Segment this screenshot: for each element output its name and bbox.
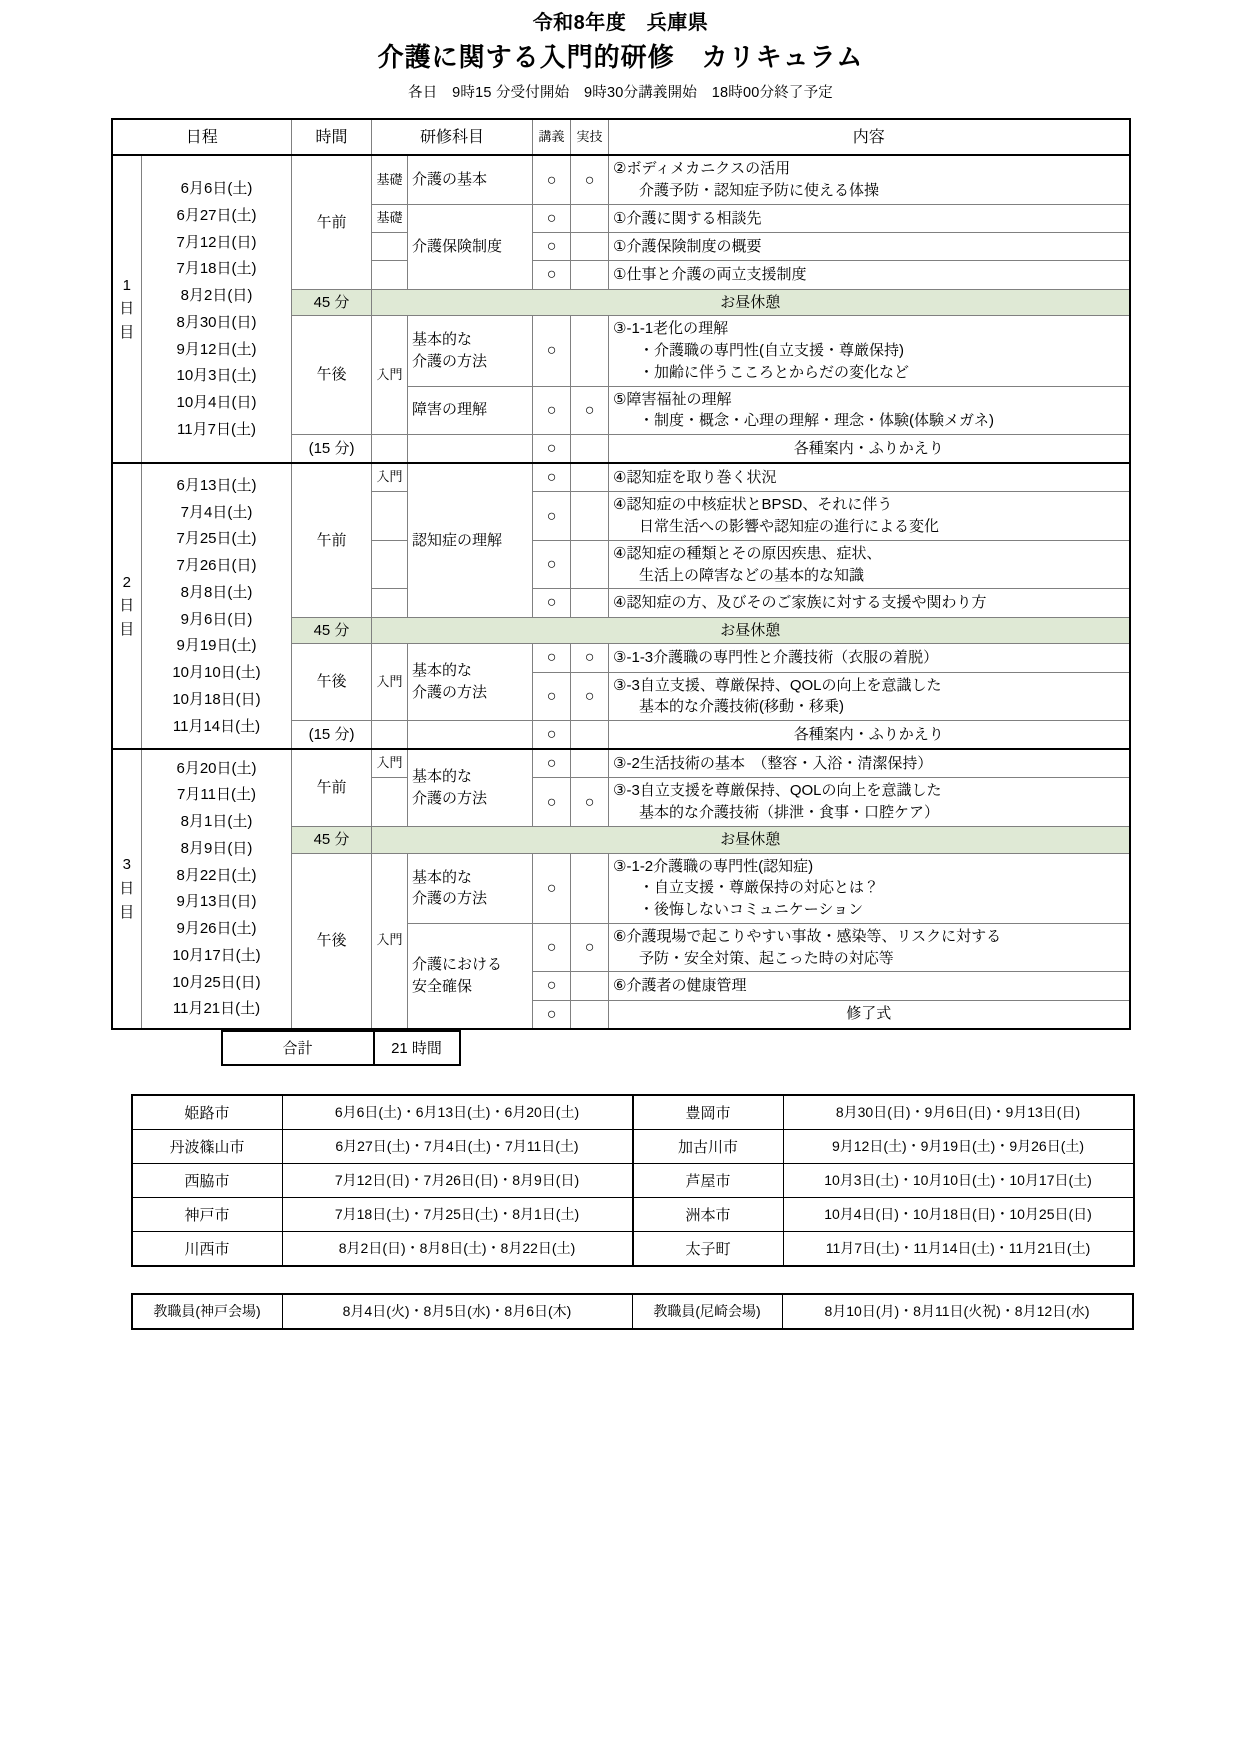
date-item: 11月14日(土) <box>172 717 261 735</box>
content-cell <box>609 1000 1130 1029</box>
day-number-char: 日 <box>119 880 135 898</box>
lecture-mark-cell: ○ <box>533 435 571 464</box>
subject-line: 障害の理解 <box>412 401 488 419</box>
level-cell: 入門 <box>372 644 408 721</box>
level-cell: 入門 <box>372 463 408 492</box>
subject-line: 介護の方法 <box>412 890 488 908</box>
header-lecture: 講義 <box>533 119 571 155</box>
practice-mark-cell: ○ <box>571 923 609 972</box>
lunch-duration-cell: 45 分 <box>292 617 372 644</box>
date-item: 6月6日(土) <box>180 180 253 198</box>
subject-cell <box>408 204 533 289</box>
time-cell-morning: 午前 <box>292 749 372 826</box>
wrapup-duration-cell: (15 分) <box>292 435 372 464</box>
practice-mark-cell <box>571 316 609 386</box>
wrapup-duration-cell: (15 分) <box>292 721 372 750</box>
content-line: ③-2生活技術の基本 （整容・入浴・清潔保持） <box>613 754 933 772</box>
content-line: 修了式 <box>846 1005 892 1023</box>
venue-dates-left: 8月2日(日)・8月8日(土)・8月22日(土) <box>282 1231 633 1266</box>
level-cell <box>372 721 408 750</box>
content-cell <box>609 492 1130 541</box>
date-item: 9月12日(土) <box>176 340 257 358</box>
practice-mark-cell <box>571 721 609 750</box>
date-item: 8月8日(土) <box>180 583 253 601</box>
content-cell <box>609 778 1130 827</box>
content-cell <box>609 204 1130 232</box>
date-item: 11月7日(土) <box>177 420 256 438</box>
subject-cell <box>408 923 533 1028</box>
teacher-venue-city-right: 教職員(尼崎会場) <box>632 1294 782 1329</box>
date-item: 11月21日(土) <box>172 1000 261 1018</box>
content-line: ④認知症の中核症状とBPSD、それに伴う <box>613 496 893 514</box>
content-line: 予防・安全対策、起こった時の対応等 <box>639 949 894 967</box>
content-line: 介護予防・認知症予防に使える体操 <box>639 182 880 200</box>
dates-cell <box>142 749 292 1029</box>
total-hours-table <box>221 1030 461 1066</box>
content-cell <box>609 233 1130 261</box>
venue-city-left: 神戸市 <box>132 1197 283 1231</box>
date-item: 8月1日(土) <box>180 813 253 831</box>
content-line: ③-1-3介護職の専門性と介護技術（衣服の着脱） <box>613 649 939 667</box>
content-line: ③-1-2介護職の専門性(認知症) <box>613 857 814 875</box>
date-item: 7月4日(土) <box>180 503 253 521</box>
header-subject: 研修科目 <box>372 119 533 155</box>
lunch-duration-cell: 45 分 <box>292 289 372 316</box>
subject-cell <box>408 155 533 204</box>
date-item: 9月19日(土) <box>176 637 257 655</box>
content-cell <box>609 972 1130 1000</box>
content-cell <box>609 672 1130 721</box>
curriculum-table <box>111 118 1131 1029</box>
venue-dates-left: 6月27日(土)・7月4日(土)・7月11日(土) <box>282 1129 633 1163</box>
subject-line: 認知症の理解 <box>412 531 503 549</box>
day-number-stack <box>117 275 138 344</box>
header-schedule: 日程 <box>112 119 292 155</box>
lecture-mark-cell: ○ <box>533 672 571 721</box>
content-cell <box>609 853 1130 923</box>
dates-cell <box>142 463 292 749</box>
lecture-mark-cell: ○ <box>533 721 571 750</box>
practice-mark-cell <box>571 204 609 232</box>
venue-dates-right: 9月12日(土)・9月19日(土)・9月26日(土) <box>783 1129 1134 1163</box>
day-number-char: 3 <box>122 856 131 874</box>
lunch-label-cell: お昼休憩 <box>372 826 1130 853</box>
subject-cell <box>408 463 533 617</box>
content-cell <box>609 316 1130 386</box>
teacher-venue-row <box>132 1294 1133 1329</box>
total-row <box>222 1031 460 1065</box>
dates-stack <box>146 174 287 445</box>
date-item: 8月22日(土) <box>176 866 257 884</box>
subject-cell <box>408 721 533 750</box>
venue-city-right: 豊岡市 <box>633 1095 784 1130</box>
content-line: ⑤障害福祉の理解 <box>613 390 732 408</box>
practice-mark-cell <box>571 540 609 589</box>
venue-city-right: 芦屋市 <box>633 1163 784 1197</box>
content-cell <box>609 644 1130 672</box>
content-line: ・介護職の専門性(自立支援・尊厳保持) <box>639 342 905 359</box>
content-line: 基本的な介護技術（排泄・食事・口腔ケア） <box>639 804 940 822</box>
venue-row <box>132 1163 1134 1197</box>
total-label: 合計 <box>222 1031 374 1065</box>
subject-line: 介護の方法 <box>412 352 488 370</box>
content-line: 各種案内・ふりかえり <box>793 725 944 743</box>
lecture-mark-cell: ○ <box>533 749 571 778</box>
content-line: ③-3自立支援を尊厳保持、QOLの向上を意識した <box>613 782 942 800</box>
day-number-char: 目 <box>119 324 135 342</box>
level-cell <box>372 589 408 617</box>
venue-dates-right: 10月4日(日)・10月18日(日)・10月25日(日) <box>783 1197 1134 1231</box>
practice-mark-cell: ○ <box>571 778 609 827</box>
practice-mark-cell <box>571 463 609 492</box>
time-cell-morning: 午前 <box>292 155 372 289</box>
venue-city-left: 丹波篠山市 <box>132 1129 283 1163</box>
venue-dates-left: 6月6日(土)・6月13日(土)・6月20日(土) <box>282 1095 633 1130</box>
practice-mark-cell <box>571 749 609 778</box>
subject-cell <box>408 435 533 464</box>
day-number-char: 目 <box>119 621 135 639</box>
fiscal-year-prefecture: 令和8年度 兵庫県 <box>532 12 709 34</box>
lecture-mark-cell: ○ <box>533 204 571 232</box>
content-line: 日常生活への影響や認知症の進行による変化 <box>639 518 940 536</box>
level-cell <box>372 540 408 589</box>
lecture-mark-cell: ○ <box>533 233 571 261</box>
venue-city-left: 姫路市 <box>132 1095 283 1130</box>
time-cell-morning: 午前 <box>292 463 372 617</box>
practice-mark-cell <box>571 1000 609 1029</box>
date-item: 10月17日(土) <box>172 946 261 964</box>
daily-schedule-note: 各日 9時15 分受付開始 9時30分講義開始 18時00分終了予定 <box>408 84 833 101</box>
time-cell-afternoon: 午後 <box>292 644 372 721</box>
date-item: 9月26日(土) <box>176 920 257 938</box>
practice-mark-cell <box>571 589 609 617</box>
level-cell <box>372 778 408 827</box>
content-line: ④認知症の方、及びそのご家族に対する支援や関わり方 <box>613 594 987 612</box>
content-cell <box>609 386 1130 435</box>
day-number-char: 日 <box>119 597 135 615</box>
subject-line: 介護における <box>412 956 503 974</box>
date-item: 9月6日(日) <box>180 610 253 628</box>
content-line: ・加齢に伴うこころとからだの変化など <box>639 363 910 381</box>
date-item: 10月10日(土) <box>172 664 261 682</box>
level-cell: 入門 <box>372 853 408 1029</box>
practice-mark-cell: ○ <box>571 644 609 672</box>
practice-mark-cell: ○ <box>571 386 609 435</box>
level-cell <box>372 233 408 261</box>
subject-cell <box>408 853 533 923</box>
dates-stack <box>146 471 287 742</box>
venue-city-left: 西脇市 <box>132 1163 283 1197</box>
venue-city-right: 加古川市 <box>633 1129 784 1163</box>
table-header-row <box>112 119 1130 155</box>
practice-mark-cell <box>571 492 609 541</box>
document-header <box>0 0 1241 104</box>
subject-cell <box>408 749 533 826</box>
content-cell <box>609 435 1130 464</box>
content-line: ②ボディメカニクスの活用 <box>613 160 791 178</box>
time-cell-afternoon: 午後 <box>292 853 372 1029</box>
venue-city-right: 太子町 <box>633 1231 784 1266</box>
date-item: 10月18日(日) <box>172 690 261 708</box>
content-cell <box>609 749 1130 778</box>
level-cell: 入門 <box>372 316 408 435</box>
practice-mark-cell: ○ <box>571 155 609 204</box>
lecture-mark-cell: ○ <box>533 972 571 1000</box>
subject-line: 基本的な <box>412 662 473 680</box>
lecture-mark-cell: ○ <box>533 1000 571 1029</box>
date-item: 6月13日(土) <box>176 476 257 494</box>
day-number-cell <box>112 749 142 1029</box>
subject-line: 基本的な <box>412 868 473 886</box>
content-cell <box>609 463 1130 492</box>
venue-dates-left: 7月12日(日)・7月26日(日)・8月9日(日) <box>282 1163 633 1197</box>
subject-line: 基本的な <box>412 768 473 786</box>
curriculum-row <box>112 155 1130 204</box>
lecture-mark-cell: ○ <box>533 492 571 541</box>
lunch-duration-cell: 45 分 <box>292 826 372 853</box>
header-practice: 実技 <box>571 119 609 155</box>
lecture-mark-cell: ○ <box>533 386 571 435</box>
lunch-label-cell: お昼休憩 <box>372 289 1130 316</box>
day-number-char: 1 <box>122 276 131 294</box>
day-number-cell <box>112 463 142 749</box>
level-cell <box>372 492 408 541</box>
subject-line: 介護保険制度 <box>412 237 503 255</box>
lecture-mark-cell: ○ <box>533 923 571 972</box>
content-line: ③-1-1老化の理解 <box>613 320 729 338</box>
date-item: 9月13日(日) <box>176 893 257 911</box>
date-item: 10月4日(日) <box>176 394 257 412</box>
content-line: 各種案内・ふりかえり <box>793 439 944 457</box>
venue-dates-right: 10月3日(土)・10月10日(土)・10月17日(土) <box>783 1163 1134 1197</box>
subject-line: 安全確保 <box>412 977 473 995</box>
subject-cell <box>408 644 533 721</box>
lecture-mark-cell: ○ <box>533 540 571 589</box>
level-cell: 入門 <box>372 749 408 778</box>
lecture-mark-cell: ○ <box>533 853 571 923</box>
level-cell: 基礎 <box>372 204 408 232</box>
venue-row <box>132 1095 1134 1130</box>
lecture-mark-cell: ○ <box>533 261 571 289</box>
time-cell-afternoon: 午後 <box>292 316 372 435</box>
date-item: 7月12日(日) <box>176 233 257 251</box>
practice-mark-cell <box>571 435 609 464</box>
date-item: 7月25日(土) <box>176 530 257 548</box>
curriculum-row <box>112 463 1130 492</box>
lecture-mark-cell: ○ <box>533 155 571 204</box>
content-line: ①介護保険制度の概要 <box>613 237 762 255</box>
practice-mark-cell <box>571 233 609 261</box>
day-number-char: 2 <box>122 573 131 591</box>
content-line: ・後悔しないコミュニケーション <box>639 901 864 919</box>
lecture-mark-cell: ○ <box>533 778 571 827</box>
date-item: 6月20日(土) <box>176 759 257 777</box>
subject-line: 基本的な <box>412 331 473 349</box>
content-line: ③-3自立支援、尊厳保持、QOLの向上を意識した <box>613 676 942 694</box>
venue-city-right: 洲本市 <box>633 1197 784 1231</box>
content-line: ①仕事と介護の両立支援制度 <box>613 266 807 284</box>
content-cell <box>609 261 1130 289</box>
venue-dates-right: 11月7日(土)・11月14日(土)・11月21日(土) <box>783 1231 1134 1266</box>
header-content: 内容 <box>609 119 1130 155</box>
teacher-venue-table-wrap <box>131 1293 1111 1330</box>
practice-mark-cell <box>571 972 609 1000</box>
venue-table <box>131 1094 1135 1267</box>
content-cell <box>609 155 1130 204</box>
content-line: ⑥介護現場で起こりやすい事故・感染等、リスクに対する <box>613 927 1002 945</box>
lecture-mark-cell: ○ <box>533 589 571 617</box>
lecture-mark-cell: ○ <box>533 463 571 492</box>
teacher-venue-city-left: 教職員(神戸会場) <box>132 1294 283 1329</box>
content-cell <box>609 540 1130 589</box>
content-line: ④認知症を取り巻く状況 <box>613 468 777 486</box>
lecture-mark-cell: ○ <box>533 644 571 672</box>
venue-row <box>132 1197 1134 1231</box>
date-item: 8月30日(日) <box>176 313 257 331</box>
date-item: 7月11日(土) <box>177 786 256 804</box>
practice-mark-cell <box>571 261 609 289</box>
day-number-stack <box>117 572 138 641</box>
date-item: 10月25日(日) <box>172 973 261 991</box>
content-line: ・自立支援・尊厳保持の対応とは？ <box>639 879 880 897</box>
content-line: ⑥介護者の健康管理 <box>613 977 747 995</box>
practice-mark-cell <box>571 853 609 923</box>
subject-cell <box>408 386 533 435</box>
page-title: 介護に関する入門的研修 カリキュラム <box>377 42 864 72</box>
teacher-venue-dates-left: 8月4日(火)・8月5日(水)・8月6日(木) <box>282 1294 632 1329</box>
content-cell <box>609 721 1130 750</box>
curriculum-row <box>112 749 1130 778</box>
dates-cell <box>142 155 292 463</box>
venue-row <box>132 1129 1134 1163</box>
content-cell <box>609 589 1130 617</box>
curriculum-table-wrap <box>111 118 1131 1065</box>
content-line: 生活上の障害などの基本的な知識 <box>639 566 865 584</box>
venue-dates-right: 8月30日(日)・9月6日(日)・9月13日(日) <box>783 1095 1134 1130</box>
date-item: 7月26日(日) <box>176 557 257 575</box>
lecture-mark-cell: ○ <box>533 316 571 386</box>
subject-line: 介護の方法 <box>412 684 488 702</box>
subject-line: 介護の基本 <box>412 171 488 189</box>
day-number-cell <box>112 155 142 463</box>
date-item: 7月18日(土) <box>176 260 257 278</box>
teacher-venue-table <box>131 1293 1134 1330</box>
day-number-char: 目 <box>119 903 135 921</box>
level-cell: 基礎 <box>372 155 408 204</box>
date-item: 8月2日(日) <box>180 287 253 305</box>
day-number-stack <box>117 854 138 923</box>
content-line: ①介護に関する相談先 <box>613 209 762 227</box>
venue-table-wrap <box>131 1094 1111 1267</box>
content-line: 基本的な介護技術(移動・移乗) <box>639 698 845 716</box>
total-value: 21 時間 <box>374 1031 460 1065</box>
day-number-char: 日 <box>119 300 135 318</box>
content-line: ④認知症の種類とその原因疾患、症状、 <box>613 544 882 562</box>
lunch-label-cell: お昼休憩 <box>372 617 1130 644</box>
level-cell <box>372 435 408 464</box>
subject-line: 介護の方法 <box>412 790 488 808</box>
subject-cell <box>408 316 533 386</box>
teacher-venue-dates-right: 8月10日(月)・8月11日(火祝)・8月12日(水) <box>782 1294 1133 1329</box>
level-cell <box>372 261 408 289</box>
venue-city-left: 川西市 <box>132 1231 283 1266</box>
venue-dates-left: 7月18日(土)・7月25日(土)・8月1日(土) <box>282 1197 633 1231</box>
content-cell <box>609 923 1130 972</box>
dates-stack <box>146 754 287 1025</box>
header-time: 時間 <box>292 119 372 155</box>
content-line: ・制度・概念・心理の理解・理念・体験(体験メガネ) <box>639 412 995 430</box>
venue-row <box>132 1231 1134 1266</box>
date-item: 10月3日(土) <box>176 367 257 385</box>
date-item: 6月27日(土) <box>176 206 257 224</box>
practice-mark-cell: ○ <box>571 672 609 721</box>
date-item: 8月9日(日) <box>180 839 253 857</box>
